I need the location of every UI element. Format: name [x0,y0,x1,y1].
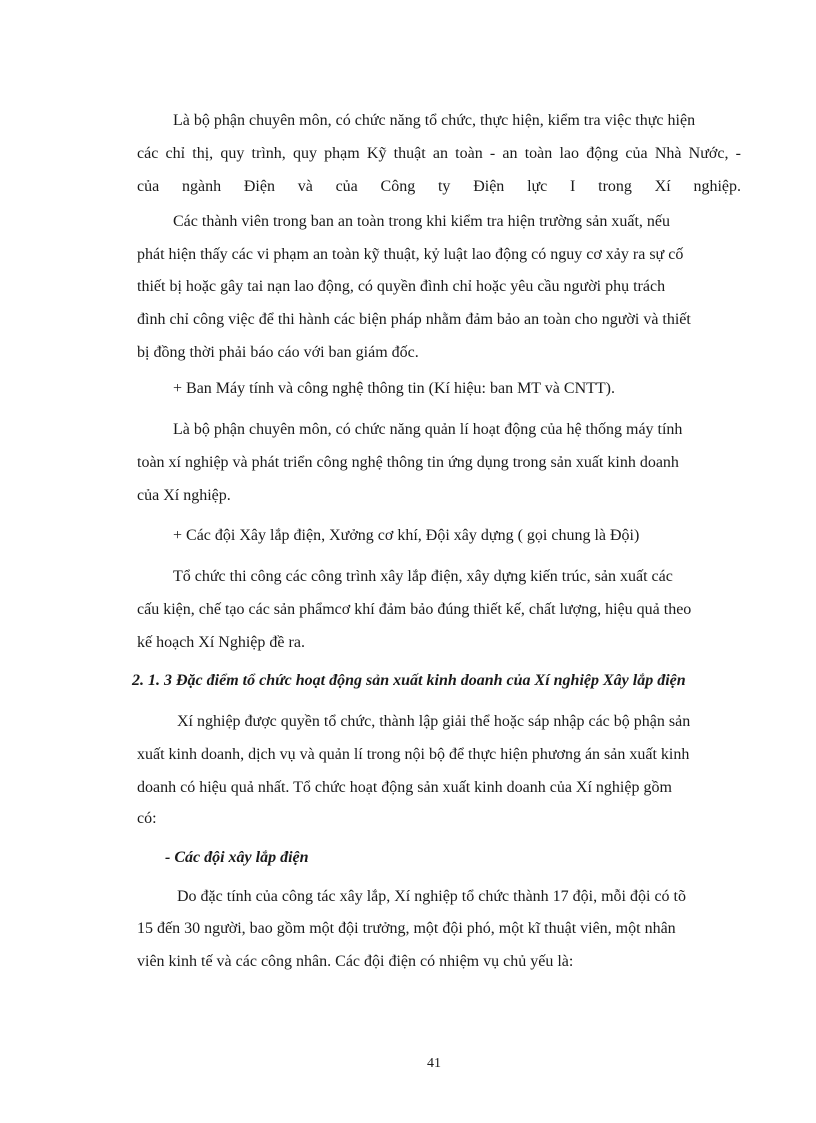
paragraph-line: cấu kiện, chế tạo các sản phẩmcơ khí đảm bảo đúng thiết kế, chất lượng, hiệu quả theo [137,601,692,618]
paragraph-line: + Các đội Xây lắp điện, Xưởng cơ khí, Đội xây dựng ( gọi chung là Đội) [173,527,640,544]
paragraph-line: Là bộ phận chuyên môn, có chức năng tổ chức, thực hiện, kiểm tra việc thực hiện [173,112,696,129]
paragraph-line: phát hiện thấy các vi phạm an toàn kỹ thuật, kỷ luật lao động có nguy cơ xảy ra sự cố [137,246,684,263]
paragraph-line: viên kinh tế và các công nhân. Các đội điện có nhiệm vụ chủ yếu là: [137,953,574,970]
paragraph-line: xuất kinh doanh, dịch vụ và quản lí trong nội bộ để thực hiện phương án sản xuất kinh [137,746,690,763]
paragraph-line: + Ban Máy tính và công nghệ thông tin (Kí hiệu: ban MT và CNTT). [173,380,615,397]
paragraph-line: 15 đến 30 người, bao gồm một đội trưởng, một đội phó, một kĩ thuật viên, một nhân [137,920,676,937]
paragraph-line: Do đặc tính của công tác xây lắp, Xí nghiệp tổ chức thành 17 đội, mỗi đội có tõ [177,888,686,905]
paragraph-line: Tổ chức thi công các công trình xây lắp điện, xây dựng kiến trúc, sản xuất các [173,568,673,585]
paragraph-line: đình chỉ công việc để thi hành các biện pháp nhằm đảm bảo an toàn cho người và thiết [137,311,691,328]
paragraph-line: Các thành viên trong ban an toàn trong khi kiểm tra hiện trường sản xuất, nếu [173,213,671,230]
paragraph-line: thiết bị hoặc gây tai nạn lao động, có quyền đình chỉ hoặc yêu cầu người phụ trách [137,278,666,295]
paragraph-line: của ngành Điện và của Công ty Điện lực I trong Xí nghiệp. [137,178,741,195]
paragraph-line: bị đồng thời phải báo cáo với ban giám đốc. [137,344,419,361]
paragraph-line: của Xí nghiệp. [137,487,231,504]
section-heading: 2. 1. 3 Đặc điểm tổ chức hoạt động sản xuất kinh doanh của Xí nghiệp Xây lắp điện [132,672,686,689]
paragraph-line: kế hoạch Xí Nghiệp đề ra. [137,634,305,651]
paragraph-line: Xí nghiệp được quyền tổ chức, thành lập giải thể hoặc sáp nhập các bộ phận sản [177,713,691,730]
paragraph-line: có: [137,810,157,827]
sub-heading: - Các đội xây lắp điện [165,849,309,866]
page-number: 41 [427,1056,441,1071]
paragraph-line: toàn xí nghiệp và phát triển công nghệ thông tin ứng dụng trong sản xuất kinh doanh [137,454,679,471]
paragraph-line: Là bộ phận chuyên môn, có chức năng quản lí hoạt động của hệ thống máy tính [173,421,683,438]
paragraph-line: các chỉ thị, quy trình, quy phạm Kỹ thuật an toàn - an toàn lao động của Nhà Nước, - [137,145,741,162]
paragraph-line: doanh có hiệu quả nhất. Tổ chức hoạt động sản xuất kinh doanh của Xí nghiệp gồm [137,779,672,796]
